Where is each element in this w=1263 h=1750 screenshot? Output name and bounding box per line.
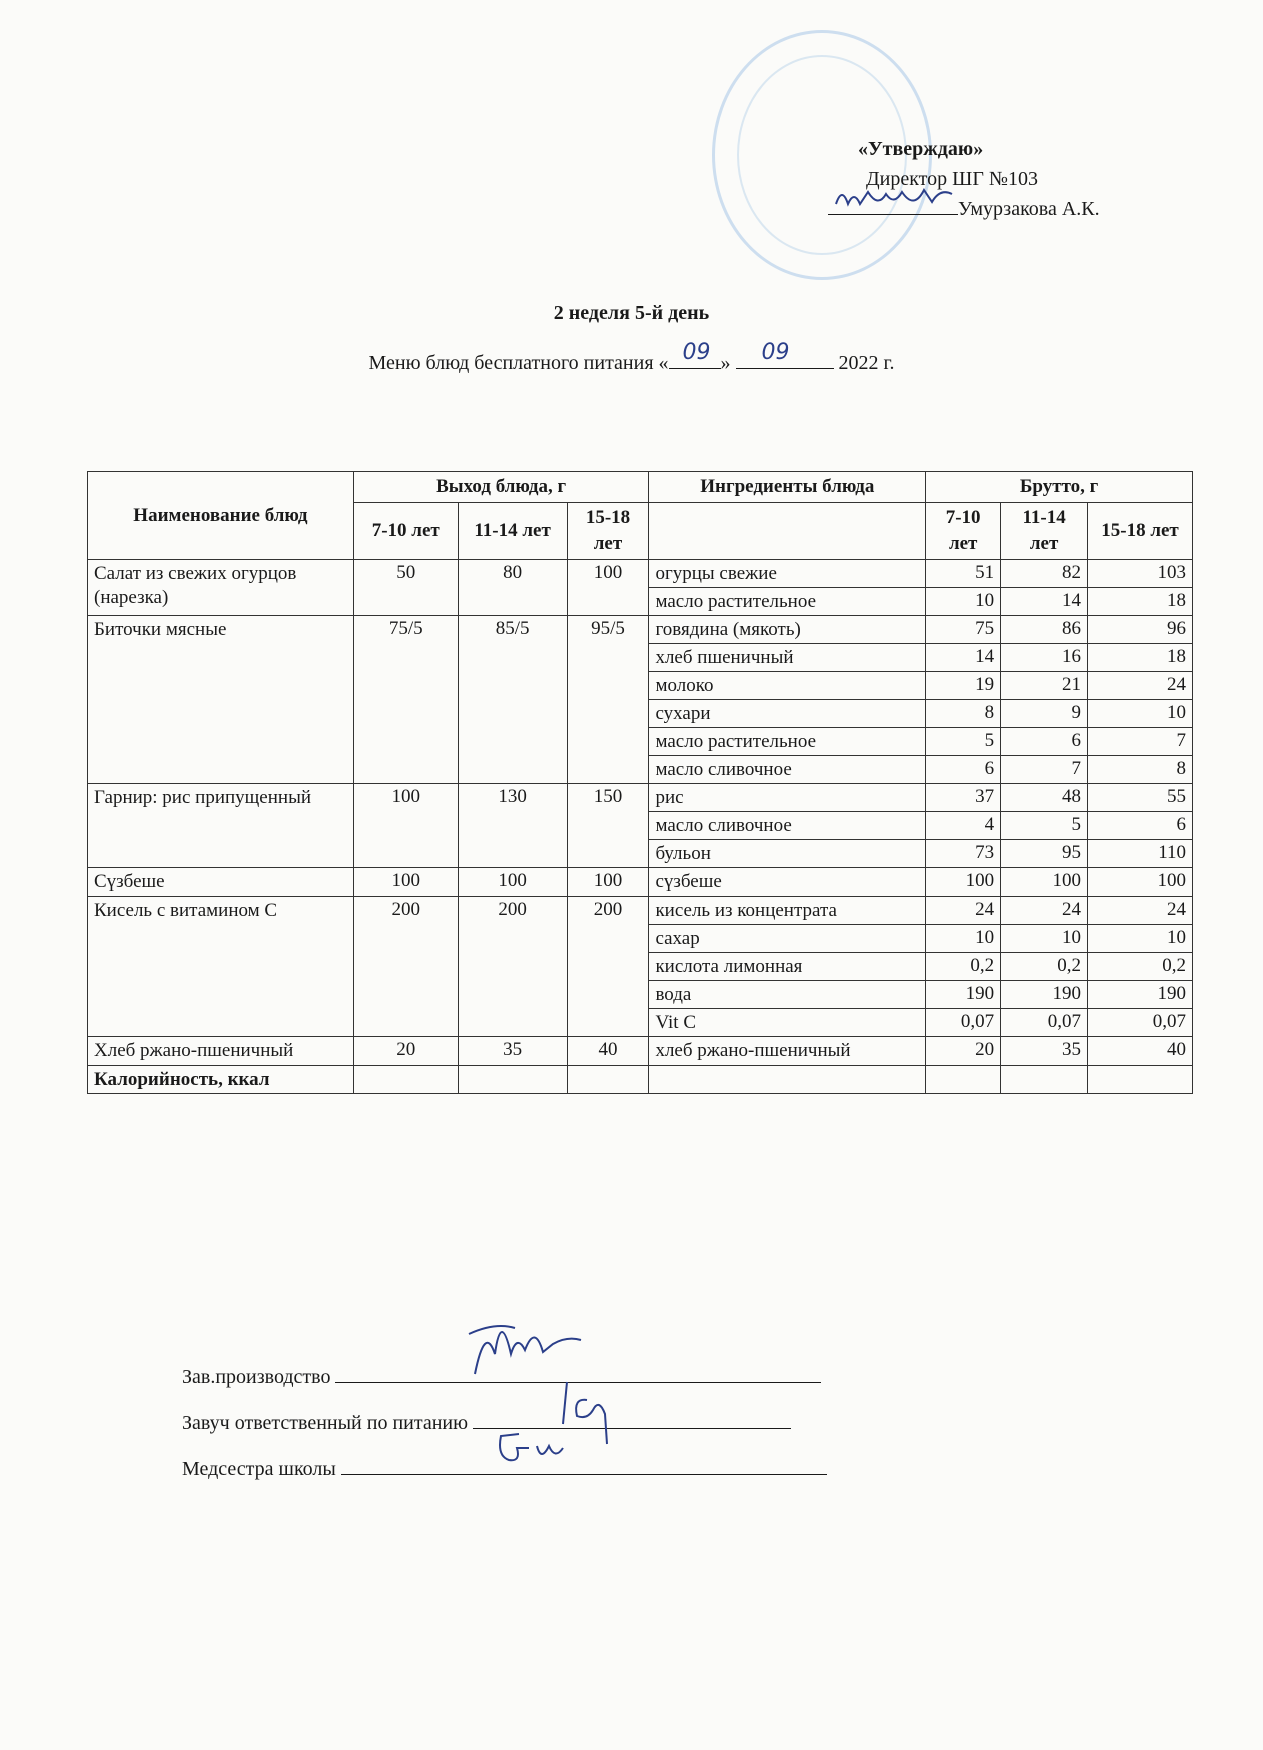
date-year: 2022 г.: [838, 352, 895, 374]
brutto-value-1: 73: [926, 840, 1001, 868]
ingredient-name: бульон: [649, 840, 926, 868]
ingredient-name: огурцы свежие: [649, 560, 926, 588]
approval-position: Директор ШГ №103: [866, 168, 1038, 190]
dish-output-2: 130: [458, 784, 567, 868]
brutto-value-1: 4: [926, 812, 1001, 840]
date-month: 09: [761, 340, 790, 365]
brutto-value-1: 10: [926, 588, 1001, 616]
table-row: [88, 784, 1193, 812]
brutto-value-3: 110: [1088, 840, 1193, 868]
brutto-value-3: 24: [1088, 672, 1193, 700]
brutto-value-3: 18: [1088, 588, 1193, 616]
date-day: 09: [682, 340, 711, 365]
approval-signature-row: [828, 194, 1100, 224]
brutto-value-2: 14: [1001, 588, 1088, 616]
ingredient-name: кисель из концентрата: [649, 897, 926, 925]
calories-label: Калорийность, ккал: [88, 1066, 354, 1094]
brutto-value-1: 0,2: [926, 953, 1001, 981]
dish-output-2: 100: [458, 868, 567, 897]
table-body: [88, 560, 1193, 1094]
ingredient-name: масло сливочное: [649, 812, 926, 840]
ingredient-name: вода: [649, 981, 926, 1009]
brutto-value-1: 19: [926, 672, 1001, 700]
dish-output-1: 20: [353, 1037, 458, 1066]
header-output-age-3: 15-18 лет: [567, 503, 649, 560]
header-brutto-age-2: 11-14 лет: [1001, 503, 1088, 560]
dish-output-2: 200: [458, 897, 567, 1037]
brutto-value-1: 10: [926, 925, 1001, 953]
brutto-value-2: 24: [1001, 897, 1088, 925]
date-day-blank: [669, 340, 721, 369]
dish-name: Хлеб ржано-пшеничный: [88, 1037, 354, 1066]
dish-name: Салат из свежих огурцов (нарезка): [88, 560, 354, 616]
brutto-value-2: 82: [1001, 560, 1088, 588]
dish-name: Кисель с витамином С: [88, 897, 354, 1037]
brutto-value-3: 8: [1088, 756, 1193, 784]
brutto-value-1: 5: [926, 728, 1001, 756]
dish-name: Гарнир: рис припущенный: [88, 784, 354, 868]
signoff-head-teacher: [182, 1410, 791, 1435]
brutto-value-3: 40: [1088, 1037, 1193, 1066]
ingredient-name: масло растительное: [649, 728, 926, 756]
ingredient-name: хлеб пшеничный: [649, 644, 926, 672]
brutto-value-2: 10: [1001, 925, 1088, 953]
ingredient-name: Vit C: [649, 1009, 926, 1037]
brutto-value-1: 20: [926, 1037, 1001, 1066]
brutto-value-2: 48: [1001, 784, 1088, 812]
dish-output-1: 100: [353, 868, 458, 897]
calories-cell: [926, 1066, 1001, 1094]
dish-output-1: 50: [353, 560, 458, 616]
brutto-value-2: 95: [1001, 840, 1088, 868]
brutto-value-3: 7: [1088, 728, 1193, 756]
ingredient-name: масло растительное: [649, 588, 926, 616]
header-brutto: Брутто, г: [926, 472, 1193, 503]
brutto-value-3: 6: [1088, 812, 1193, 840]
brutto-value-3: 18: [1088, 644, 1193, 672]
brutto-value-1: 6: [926, 756, 1001, 784]
brutto-value-1: 24: [926, 897, 1001, 925]
ingredient-name: рис: [649, 784, 926, 812]
brutto-value-2: 6: [1001, 728, 1088, 756]
calories-cell: [649, 1066, 926, 1094]
brutto-value-3: 24: [1088, 897, 1193, 925]
brutto-value-3: 103: [1088, 560, 1193, 588]
dish-output-3: 200: [567, 897, 649, 1037]
brutto-value-2: 7: [1001, 756, 1088, 784]
header-ingredients: Ингредиенты блюда: [649, 472, 926, 503]
header-output: Выход блюда, г: [353, 472, 649, 503]
brutto-value-1: 14: [926, 644, 1001, 672]
director-signature: [828, 182, 958, 216]
brutto-value-2: 100: [1001, 868, 1088, 897]
ingredient-name: масло сливочное: [649, 756, 926, 784]
signoff-nurse: [182, 1456, 827, 1481]
nurse-signature: [491, 1426, 591, 1472]
brutto-value-3: 100: [1088, 868, 1193, 897]
brutto-value-3: 10: [1088, 925, 1193, 953]
approval-block: [858, 134, 1100, 224]
brutto-value-2: 16: [1001, 644, 1088, 672]
brutto-value-3: 96: [1088, 616, 1193, 644]
calories-cell: [1001, 1066, 1088, 1094]
ingredient-name: молоко: [649, 672, 926, 700]
ingredient-name: сухари: [649, 700, 926, 728]
brutto-value-2: 5: [1001, 812, 1088, 840]
dish-output-2: 80: [458, 560, 567, 616]
ingredient-name: кислота лимонная: [649, 953, 926, 981]
dish-name: Сүзбеше: [88, 868, 354, 897]
date-month-blank: [736, 340, 834, 369]
brutto-value-2: 190: [1001, 981, 1088, 1009]
total-row: [88, 1066, 1193, 1094]
nurse-signature-line: [341, 1456, 827, 1475]
brutto-value-2: 0,07: [1001, 1009, 1088, 1037]
dish-output-3: 150: [567, 784, 649, 868]
brutto-value-3: 55: [1088, 784, 1193, 812]
table-row: [88, 897, 1193, 925]
brutto-value-3: 0,07: [1088, 1009, 1193, 1037]
calories-cell: [567, 1066, 649, 1094]
dish-output-1: 200: [353, 897, 458, 1037]
ingredient-name: говядина (мякоть): [649, 616, 926, 644]
header-output-age-1: 7-10 лет: [353, 503, 458, 560]
brutto-value-3: 10: [1088, 700, 1193, 728]
brutto-value-1: 100: [926, 868, 1001, 897]
brutto-value-1: 0,07: [926, 1009, 1001, 1037]
menu-title: [0, 340, 1263, 375]
ingredient-name: сахар: [649, 925, 926, 953]
nurse-label: Медсестра школы: [182, 1458, 336, 1480]
head-teacher-label: Завуч ответственный по питанию: [182, 1412, 469, 1434]
table-row: [88, 560, 1193, 588]
calories-cell: [458, 1066, 567, 1094]
dish-output-1: 75/5: [353, 616, 458, 784]
brutto-value-1: 51: [926, 560, 1001, 588]
brutto-value-3: 190: [1088, 981, 1193, 1009]
signoff-production: [182, 1364, 821, 1389]
brutto-value-1: 8: [926, 700, 1001, 728]
table-row: [88, 868, 1193, 897]
brutto-value-2: 21: [1001, 672, 1088, 700]
calories-cell: [1088, 1066, 1193, 1094]
header-brutto-age-3: 15-18 лет: [1088, 503, 1193, 560]
table-row: [88, 1037, 1193, 1066]
dish-output-1: 100: [353, 784, 458, 868]
dish-output-3: 95/5: [567, 616, 649, 784]
director-name: Умурзакова А.К.: [958, 198, 1100, 220]
week-day-title: 2 неделя 5-й день: [553, 302, 710, 324]
dish-output-3: 100: [567, 560, 649, 616]
header-ingredients-blank: [649, 503, 926, 560]
brutto-value-1: 75: [926, 616, 1001, 644]
brutto-value-2: 35: [1001, 1037, 1088, 1066]
dish-name: Биточки мясные: [88, 616, 354, 784]
director-signature-line: [828, 196, 958, 215]
ingredient-name: сүзбеше: [649, 868, 926, 897]
dish-output-2: 85/5: [458, 616, 567, 784]
calories-cell: [353, 1066, 458, 1094]
brutto-value-3: 0,2: [1088, 953, 1193, 981]
brutto-value-1: 37: [926, 784, 1001, 812]
approval-title: «Утверждаю»: [858, 138, 984, 160]
table-header: [88, 472, 1193, 560]
header-brutto-age-1: 7-10 лет: [926, 503, 1001, 560]
dish-output-3: 40: [567, 1037, 649, 1066]
brutto-value-2: 9: [1001, 700, 1088, 728]
menu-prefix: Меню блюд бесплатного питания «: [368, 352, 669, 374]
ingredient-name: хлеб ржано-пшеничный: [649, 1037, 926, 1066]
header-dish: Наименование блюд: [88, 472, 354, 560]
brutto-value-2: 0,2: [1001, 953, 1088, 981]
production-label: Зав.производство: [182, 1366, 331, 1388]
table-row: [88, 616, 1193, 644]
menu-table: [87, 471, 1193, 1094]
brutto-value-1: 190: [926, 981, 1001, 1009]
date-separator: »: [720, 352, 731, 374]
dish-output-2: 35: [458, 1037, 567, 1066]
brutto-value-2: 86: [1001, 616, 1088, 644]
header-output-age-2: 11-14 лет: [458, 503, 567, 560]
dish-output-3: 100: [567, 868, 649, 897]
